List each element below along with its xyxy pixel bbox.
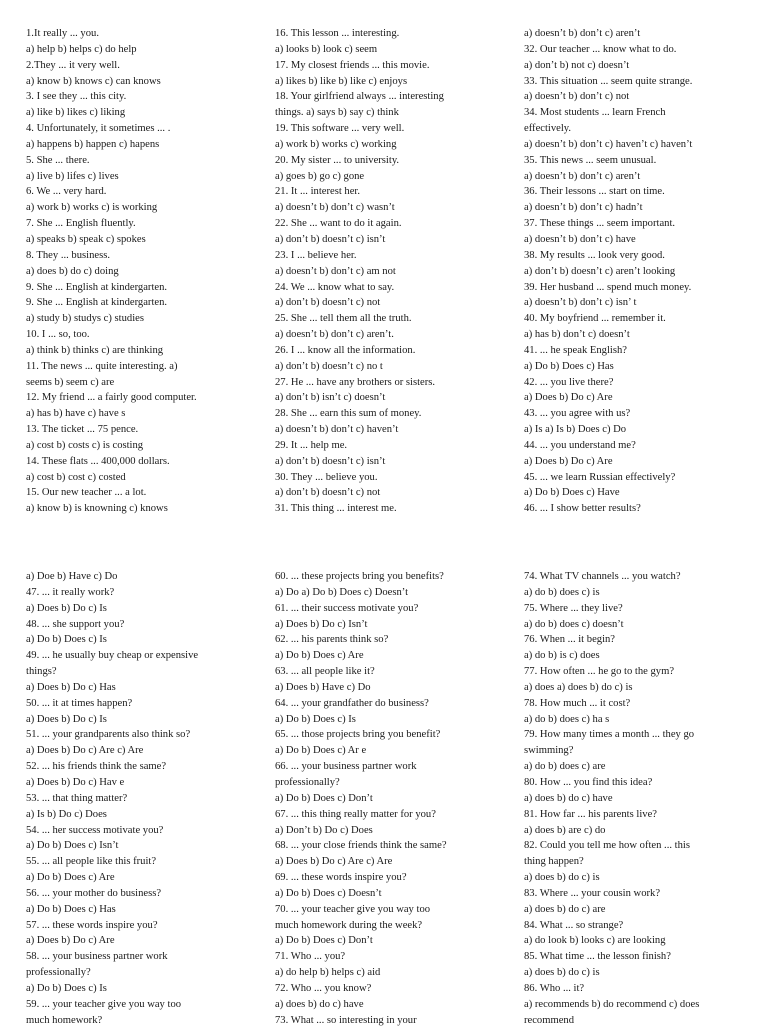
worksheet-line: a) do b) does c) ha s [524,713,610,725]
worksheet-line: a) Is a) Is b) Does c) Do [524,424,627,436]
worksheet-line: 46. ... I show better results? [524,503,641,515]
top-column-1 [26,26,197,517]
worksheet-line: a) Do b) Does c) Has [26,903,116,915]
worksheet-line: 31. This thing ... interest me. [275,503,397,515]
worksheet-line: 62. ... his parents think so? [275,634,389,646]
worksheet-line: 42. ... you live there? [524,376,614,388]
worksheet-line: a) speaks b) speak c) spokes [26,233,146,245]
worksheet-line: 75. Where ... they live? [524,602,623,614]
worksheet-line: 2.They ... it very well. [26,59,120,71]
worksheet-line: 56. ... your mother do business? [26,887,162,899]
worksheet-line: a) Do b) Does c) Has [524,360,614,372]
worksheet-line: 79. How many times a month ... they go [524,729,695,741]
worksheet-line: 66. ... your business partner work [275,761,417,773]
worksheet-line: a) does b) do c) have [524,792,613,804]
worksheet-line: a) has b) have c) have s [26,408,126,420]
worksheet-line: 65. ... those projects bring you benefit? [275,729,441,741]
worksheet-line: 10. I ... so, too. [26,329,90,341]
worksheet-line: a) does b) are c) do [524,824,606,836]
worksheet-line: a) doesn’t b) don’t c) wasn’t [275,202,395,214]
worksheet-line: 33. This situation ... seem quite strange. [524,75,693,87]
worksheet-line: 63. ... all people like it? [275,666,375,678]
worksheet-line: a) recommends b) do recommend c) does [524,998,700,1010]
worksheet-line: a) know b) knows c) can knows [26,75,161,87]
worksheet-line: 50. ... it at times happen? [26,697,133,709]
bottom-column-2 [275,569,447,1028]
worksheet-line: 18. Your girlfriend always ... interesting [275,91,444,103]
worksheet-line: a) Do b) Does c) Don’t [275,792,373,804]
worksheet-line: 59. ... your teacher give you way too [26,998,182,1010]
worksheet-line: 13. The ticket ... 75 pence. [26,424,139,436]
worksheet-line: 69. ... these words inspire you? [275,872,407,884]
worksheet-line: a) Do a) Do b) Does c) Doesn’t [275,586,409,598]
worksheet-line: a) do b) is c) does [524,650,600,662]
top-column-2 [275,26,444,517]
worksheet-line: 54. ... her success motivate you? [26,824,164,836]
worksheet-line: 14. These flats ... 400,000 dollars. [26,455,170,467]
worksheet-line: a) don’t b) not c) doesn’t [524,59,630,71]
worksheet-line: 43. ... you agree with us? [524,408,631,420]
worksheet-line: 82. Could you tell me how often ... this [524,840,690,852]
worksheet-line: a) doesn’t b) don’t c) haven’t c) haven’t [524,138,693,150]
worksheet-line: a) Do b) Does c) Are [275,650,364,662]
worksheet-line: 67. ... this thing really matter for you? [275,808,436,820]
bottom-column-1 [26,569,198,1028]
worksheet-line: a) don’t b) doesn’t c) aren’t looking [524,265,676,277]
worksheet-line: professionally? [26,967,91,979]
worksheet-line: 5. She ... there. [26,154,90,166]
worksheet-line: a) Do b) Does c) Have [524,487,620,499]
worksheet-line: 81. How far ... his parents live? [524,808,657,820]
worksheet-line: 25. She ... tell them all the truth. [275,313,412,325]
worksheet-line: 83. Where ... your cousin work? [524,887,661,899]
worksheet-line: a) Do b) Does c) Is [275,713,356,725]
worksheet-line: 49. ... he usually buy cheap or expensive [26,650,199,662]
worksheet-line: 74. What TV channels ... you watch? [524,571,681,582]
worksheet-line: a) Do b) Does c) Isn’t [26,840,119,852]
worksheet-line: a) looks b) look c) seem [275,43,378,55]
worksheet-line: 36. Their lessons ... start on time. [524,186,665,198]
worksheet-line: 17. My closest friends ... this movie. [275,59,430,71]
worksheet-line: a) Does b) Do c) Are [524,392,613,404]
worksheet-line: 8. They ... business. [26,249,110,261]
worksheet-line: 48. ... she support you? [26,618,125,630]
worksheet-line: 47. ... it really work? [26,586,115,598]
worksheet-line: a) doesn’t b) don’t c) aren’t [524,28,641,39]
worksheet-line: 70. ... your teacher give you way too [275,903,431,915]
worksheet-line: a) has b) don’t c) doesn’t [524,329,630,341]
worksheet-line: 22. She ... want to do it again. [275,218,402,230]
worksheet-line: 84. What ... so strange? [524,919,624,931]
worksheet-line: 52. ... his friends think the same? [26,761,167,773]
worksheet-line: 16. This lesson ... interesting. [275,28,400,39]
worksheet-line: much homework during the week? [275,919,423,931]
worksheet-line: a) know b) is knowning c) knows [26,503,168,515]
worksheet-line: a) live b) lifes c) lives [26,170,119,182]
worksheet-line: a) don’t b) doesn’t c) not [275,297,381,309]
worksheet-line: 21. It ... interest her. [275,186,361,198]
worksheet-line: a) Do b) Does c) Is [26,982,107,994]
worksheet-line: things. a) says b) say c) think [275,107,399,119]
worksheet-line: a) Doe b) Have c) Do [26,571,118,582]
worksheet-line: 37. These things ... seem important. [524,218,676,230]
worksheet-line: 32. Our teacher ... know what to do. [524,43,677,55]
worksheet-line: a) doesn’t b) don’t c) aren’t [524,170,641,182]
worksheet-line: a) doesn’t b) don’t c) have [524,233,636,245]
worksheet-line: 30. They ... believe you. [275,471,378,483]
worksheet-line: 71. Who ... you? [275,951,346,963]
worksheet-line: swimming? [524,745,574,757]
worksheet-line: 38. My results ... look very good. [524,249,665,261]
worksheet-line: a) help b) helps c) do help [26,43,137,55]
worksheet-line: a) Does b) Do c) Is [26,602,107,614]
worksheet-line: 23. I ... believe her. [275,249,357,261]
worksheet-line: a) Does b) Do c) Hav e [26,776,125,788]
worksheet-line: 40. My boyfriend ... remember it. [524,313,666,325]
worksheet-line: 4. Unfortunately, it sometimes ... . [26,123,171,135]
worksheet-line: a) Do b) Does c) Are [26,872,115,884]
worksheet-line: a) Is b) Do c) Does [26,808,107,820]
worksheet-line: 76. When ... it begin? [524,634,616,646]
worksheet-line: 64. ... your grandfather do business? [275,697,429,709]
worksheet-line: 39. Her husband ... spend much money. [524,281,692,293]
worksheet-line: 77. How often ... he go to the gym? [524,666,675,678]
worksheet-line: 41. ... he speak English? [524,344,627,356]
worksheet-line: 73. What ... so interesting in your [275,1014,417,1026]
worksheet-line: 51. ... your grandparents also think so? [26,729,191,741]
worksheet-line: a) happens b) happen c) hapens [26,138,160,150]
worksheet-line: 60. ... these projects bring you benefits? [275,571,444,582]
bottom-column-3 [524,569,699,1028]
worksheet-line: a) Does b) Do c) Is [26,713,107,725]
worksheet-line: a) think b) thinks c) are thinking [26,344,164,356]
worksheet-line: a) does b) do c) doing [26,265,119,277]
worksheet-line: 86. Who ... it? [524,982,585,994]
worksheet-line: effectively. [524,123,572,135]
worksheet-line: a) doesn’t b) don’t c) aren’t. [275,329,394,341]
worksheet-line: 6. We ... very hard. [26,186,107,198]
worksheet-line: 68. ... your close friends think the same? [275,840,447,852]
worksheet-line: 44. ... you understand me? [524,439,636,451]
worksheet-line: 55. ... all people like this fruit? [26,856,157,868]
worksheet-line: a) doesn’t b) don’t c) not [524,91,630,103]
worksheet-line: 11. The news ... quite interesting. a) [26,360,178,372]
worksheet-line: 85. What time ... the lesson finish? [524,951,671,963]
worksheet-line: things? [26,666,57,678]
worksheet-line: a) don’t b) doesn’t c) not [275,487,381,499]
worksheet-line: a) does b) do c) is [524,872,600,884]
worksheet-line: a) don’t b) doesn’t c) isn’t [275,233,386,245]
worksheet-line: a) Does b) Have c) Do [275,681,371,693]
worksheet-line: a) doesn’t b) don’t c) hadn’t [524,202,643,214]
worksheet-line: 57. ... these words inspire you? [26,919,158,931]
worksheet-line: a) Does b) Do c) Are [26,935,115,947]
worksheet-line: a) Does b) Do c) Are [524,455,613,467]
worksheet-line: 45. ... we learn Russian effectively? [524,471,676,483]
worksheet-line: a) Do b) Does c) Ar e [275,745,367,757]
worksheet-line: a) does b) do c) have [275,998,364,1010]
worksheet-line: 9. She ... English at kindergarten. [26,281,168,293]
worksheet-line: a) doesn’t b) don’t c) isn’ t [524,297,637,309]
worksheet-line: a) does b) do c) are [524,903,606,915]
worksheet-line: thing happen? [524,856,584,868]
worksheet-line: 29. It ... help me. [275,439,348,451]
worksheet-line: recommend [524,1014,575,1026]
worksheet-line: 53. ... that thing matter? [26,792,128,804]
worksheet-line: 78. How much ... it cost? [524,697,631,709]
worksheet-line: a) Does b) Do c) Isn’t [275,618,368,630]
worksheet-line: 61. ... their success motivate you? [275,602,419,614]
worksheet-line: 72. Who ... you know? [275,982,372,994]
worksheet-line: 3. I see they ... this city. [26,91,127,103]
worksheet-line: a) Don’t b) Do c) Does [275,824,373,836]
worksheet-line: 9. She ... English at kindergarten. [26,297,168,309]
worksheet-line: a) Does b) Do c) Has [26,681,116,693]
worksheet-line: a) Do b) Does c) Is [26,634,107,646]
worksheet-line: 35. This news ... seem unusual. [524,154,657,166]
worksheet-line: a) do b) does c) are [524,761,606,773]
worksheet-line: much homework? [26,1014,103,1026]
worksheet-line: a) work b) works c) working [275,138,397,150]
worksheet-line: a) cost b) cost c) costed [26,471,126,483]
worksheet-line: a) goes b) go c) gone [275,170,365,182]
worksheet-line: 28. She ... earn this sum of money. [275,408,422,420]
worksheet-line: a) Do b) Does c) Don’t [275,935,373,947]
worksheet-line: a) don’t b) doesn’t c) no t [275,360,383,372]
worksheet-line: a) don’t b) isn’t c) doesn’t [275,392,386,404]
worksheet-line: 27. He ... have any brothers or sisters. [275,376,436,388]
worksheet-line: a) cost b) costs c) is costing [26,439,144,451]
worksheet-line: 20. My sister ... to university. [275,154,400,166]
worksheet-line: 80. How ... you find this idea? [524,776,653,788]
worksheet-line: a) likes b) like b) like c) enjoys [275,75,408,87]
worksheet-line: a) do look b) looks c) are looking [524,935,666,947]
worksheet-line: a) Does b) Do c) Are c) Are [275,856,393,868]
worksheet-line: professionally? [275,776,340,788]
worksheet-line: a) Does b) Do c) Are c) Are [26,745,144,757]
worksheet-line: a) does a) does b) do c) is [524,681,633,693]
worksheet-line: 12. My friend ... a fairly good computer. [26,392,197,404]
worksheet-line: 26. I ... know all the information. [275,344,416,356]
worksheet-line: 15. Our new teacher ... a lot. [26,487,147,499]
worksheet-line: a) do help b) helps c) aid [275,967,381,979]
worksheet-line: a) do b) does c) doesn’t [524,618,624,630]
worksheet-line: 24. We ... know what to say. [275,281,395,293]
worksheet-line: a) Do b) Does c) Doesn’t [275,887,382,899]
worksheet-line: a) work b) works c) is working [26,202,158,214]
worksheet-line: 34. Most students ... learn French [524,107,666,119]
worksheet-line: a) don’t b) doesn’t c) isn’t [275,455,386,467]
worksheet-line: a) like b) likes c) liking [26,107,126,119]
worksheet-line: a) doesn’t b) don’t c) haven’t [275,424,399,436]
worksheet-line: 1.It really ... you. [26,28,99,39]
worksheet-line: 7. She ... English fluently. [26,218,136,230]
worksheet-line: 58. ... your business partner work [26,951,168,963]
worksheet-line: a) study b) studys c) studies [26,313,144,325]
worksheet-line: a) doesn’t b) don’t c) am not [275,265,396,277]
top-column-3 [524,26,692,517]
worksheet-line: a) do b) does c) is [524,586,600,598]
worksheet-line: 19. This software ... very well. [275,123,405,135]
worksheet-line: a) does b) do c) is [524,967,600,979]
worksheet-line: seems b) seem c) are [26,376,115,388]
